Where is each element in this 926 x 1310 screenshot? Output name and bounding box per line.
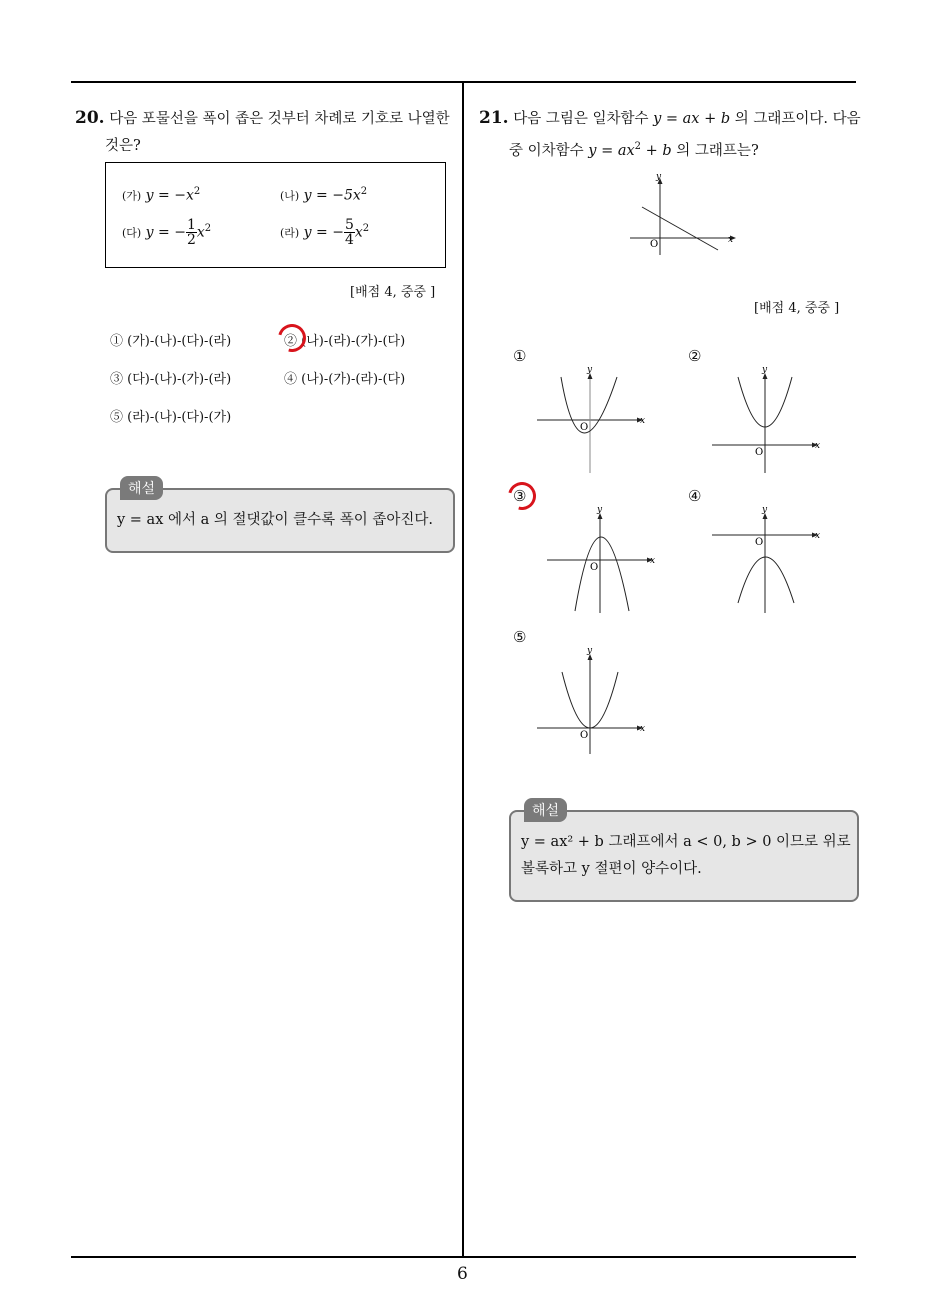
choice-mark: ⑤ xyxy=(110,410,124,425)
choice-mark: ① xyxy=(110,334,124,349)
item-formula: y = − xyxy=(303,224,344,241)
top-rule xyxy=(71,81,856,83)
explanation-line: y = ax 에서 a 의 절댓값이 클수록 폭이 좁아진다. xyxy=(117,512,434,528)
q21-choice-1-graph[interactable] xyxy=(533,363,653,475)
formula-exponent: 2 xyxy=(634,141,642,152)
q21-choice-4-graph[interactable] xyxy=(708,503,828,615)
q20-item-ra xyxy=(280,218,369,247)
q20-number: 20. xyxy=(75,108,105,128)
y-label: y xyxy=(762,365,768,375)
origin-label: O xyxy=(590,562,599,573)
x-label: x xyxy=(640,416,646,426)
q20-question xyxy=(75,105,460,160)
choice-mark: ② xyxy=(284,334,298,349)
q21-formula-linear: y = ax + b xyxy=(653,111,731,127)
q20-choice-4[interactable] xyxy=(284,368,405,387)
q21-explanation-text xyxy=(521,829,851,883)
choice-text: (나)-(가)-(라)-(다) xyxy=(301,372,406,387)
item-variable: x xyxy=(354,224,363,241)
q21-choice-5-graph[interactable] xyxy=(533,644,653,756)
page-number: 6 xyxy=(457,1264,468,1284)
item-variable: x xyxy=(196,224,205,241)
choice-text: (라)-(나)-(다)-(가) xyxy=(127,410,232,425)
item-exponent: 2 xyxy=(360,186,368,197)
choice-mark: ④ xyxy=(284,372,298,387)
q21-linear-graph xyxy=(630,170,740,260)
x-label: x xyxy=(650,556,656,566)
parabola-curve xyxy=(738,557,794,603)
q20-item-ga xyxy=(122,186,200,204)
item-exponent: 2 xyxy=(204,222,212,234)
y-label: y xyxy=(597,505,603,515)
choice-text: (나)-(라)-(가)-(다) xyxy=(301,334,406,349)
item-exponent: 2 xyxy=(193,186,201,197)
q21-text-line1-end: 의 그래프이다. 다음 xyxy=(730,111,861,127)
x-label: x xyxy=(640,724,646,734)
fraction-denominator: 4 xyxy=(344,232,354,248)
fraction-numerator: 1 xyxy=(186,217,196,233)
q21-choice-4-mark[interactable]: ④ xyxy=(688,487,702,505)
x-label: x xyxy=(728,235,734,245)
q21-formula-quadratic: y = ax xyxy=(588,142,635,159)
origin-label: O xyxy=(580,730,589,741)
explanation-line: y = ax² + b 그래프에서 a < 0, b > 0 이므로 위로 xyxy=(521,834,851,850)
parabola-curve xyxy=(561,377,617,433)
y-label: y xyxy=(587,365,593,375)
x-label: x xyxy=(815,441,821,451)
q21-number: 21. xyxy=(479,108,509,128)
bottom-rule xyxy=(71,1256,856,1258)
item-formula: y = − xyxy=(145,224,186,241)
x-label: x xyxy=(815,531,821,541)
item-formula: y = −5x xyxy=(303,187,361,204)
choice-text: (다)-(나)-(가)-(라) xyxy=(127,372,232,387)
answer-circle-mark xyxy=(273,319,311,357)
q20-explanation-tag: 해설 xyxy=(120,476,163,500)
answer-circle-mark xyxy=(503,477,541,515)
item-tag: (나) xyxy=(280,189,300,203)
q21-text-line1: 다음 그림은 일차함수 xyxy=(513,111,654,127)
q21-choice-5-mark[interactable]: ⑤ xyxy=(513,628,527,646)
q21-choice-1-mark[interactable]: ① xyxy=(513,347,527,365)
column-divider xyxy=(462,81,464,1258)
item-tag: (가) xyxy=(122,189,142,203)
q20-choice-1[interactable] xyxy=(110,330,231,349)
q20-item-da xyxy=(122,218,211,247)
item-fraction xyxy=(344,218,355,247)
explanation-line: 볼록하고 y 절편이 양수이다. xyxy=(521,861,702,877)
origin-label: O xyxy=(755,537,764,548)
q21-choice-3-graph[interactable] xyxy=(543,503,663,615)
q20-text-line1: 다음 포물선을 폭이 좁은 것부터 차례로 기호로 나열한 xyxy=(109,111,450,127)
y-label: y xyxy=(587,646,593,656)
q20-choice-3[interactable] xyxy=(110,368,231,387)
y-label: y xyxy=(762,505,768,515)
parabola-curve xyxy=(575,537,629,611)
fraction-numerator: 5 xyxy=(344,217,354,233)
q21-text-line2: 중 이차함수 xyxy=(509,142,589,159)
q21-formula-quadratic-tail: + b xyxy=(641,142,672,159)
choice-mark: ③ xyxy=(110,372,124,387)
origin-label: O xyxy=(650,239,659,250)
item-formula: y = −x xyxy=(145,187,194,204)
q21-choice-3-mark[interactable]: ③ xyxy=(513,487,527,505)
q21-question xyxy=(479,105,864,165)
origin-label: O xyxy=(755,447,764,458)
item-exponent: 2 xyxy=(362,222,370,234)
origin-label: O xyxy=(580,422,589,433)
q21-score: [배점 4, 중중 ] xyxy=(754,301,840,316)
q20-explanation-text xyxy=(117,507,433,534)
fraction-denominator: 2 xyxy=(186,232,196,248)
q21-text-line2-end: 의 그래프는? xyxy=(671,142,759,159)
q20-item-na xyxy=(280,186,367,204)
item-fraction xyxy=(186,218,197,247)
item-tag: (라) xyxy=(280,226,300,240)
q21-choice-2-graph[interactable] xyxy=(708,363,828,475)
y-label: y xyxy=(656,172,662,182)
q20-score: [배점 4, 중중 ] xyxy=(350,285,436,300)
q20-text-line2: 것은? xyxy=(105,138,141,154)
q21-explanation-tag: 해설 xyxy=(524,798,567,822)
item-tag: (다) xyxy=(122,226,142,240)
q21-choice-2-mark[interactable]: ② xyxy=(688,347,702,365)
q20-items-box xyxy=(105,162,446,268)
choice-text: (가)-(나)-(다)-(라) xyxy=(127,334,232,349)
q20-choice-5[interactable] xyxy=(110,406,231,425)
